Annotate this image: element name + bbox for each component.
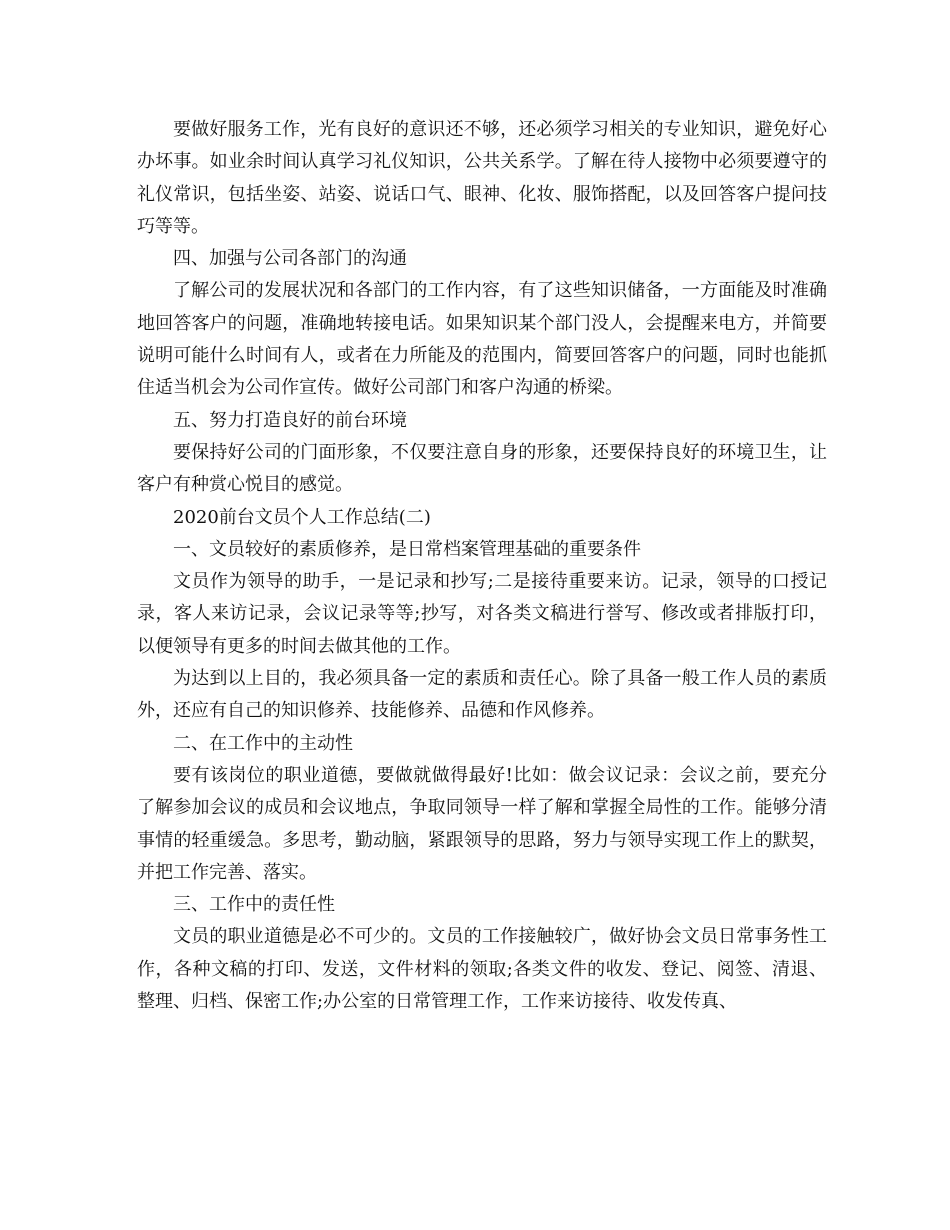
paragraph: 为达到以上目的，我必须具备一定的素质和责任心。除了具备一般工作人员的素质外，还应有自己的知识修养、技能修养、品德和作风修养。 bbox=[137, 668, 827, 722]
paragraph: 要有该岗位的职业道德，要做就做得最好!比如：做会议记录：会议之前，要充分了解参加会议的成员和会议地点，争取同领导一样了解和掌握全局性的工作。能够分清事情的轻重缓急。多思考，勤动脑，紧跟领导的思路，努力与领导实现工作上的默契，并把工作完善、落实。 bbox=[137, 764, 827, 883]
section-heading: 四、加强与公司各部门的沟通 bbox=[173, 248, 407, 270]
section-heading: 一、文员较好的素质修养，是日常档案管理基础的重要条件 bbox=[173, 538, 641, 560]
paragraph: 要保持好公司的门面形象，不仅要注意自身的形象，还要保持良好的环境卫生，让客户有种赏心悦目的感觉。 bbox=[137, 441, 827, 496]
document-subtitle: 2020前台文员个人工作总结(二) bbox=[173, 506, 431, 528]
document-body bbox=[137, 114, 827, 1018]
paragraph: 文员作为领导的助手，一是记录和抄写;二是接待重要来访。记录，领导的口授记录，客人来访记录，会议记录等等;抄写，对各类文稿进行誉写、修改或者排版打印，以便领导有更多的时间去做其他的工作。 bbox=[137, 571, 827, 657]
paragraph: 了解公司的发展状况和各部门的工作内容，有了这些知识储备，一方面能及时准确地回答客户的问题，准确地转接电话。如果知识某个部门没人，会提醒来电方，并简要说明可能什么时间有人，或者在力所能及的范围内，简要回答客户的问题，同时也能抓住适当机会为公司作宣传。做好公司部门和客户沟通的桥梁。 bbox=[137, 280, 827, 399]
section-heading: 三、工作中的责任性 bbox=[173, 894, 335, 916]
section-heading: 五、努力打造良好的前台环境 bbox=[173, 409, 407, 431]
paragraph: 文员的职业道德是必不可少的。文员的工作接触较广，做好协会文员日常事务性工作，各种文稿的打印、发送，文件材料的领取;各类文件的收发、登记、阅签、清退、整理、归档、保密工作;办公室的日常管理工作，工作来访接待、收发传真、 bbox=[137, 926, 827, 1013]
section-heading: 二、在工作中的主动性 bbox=[173, 732, 353, 754]
paragraph: 要做好服务工作，光有良好的意识还不够，还必须学习相关的专业知识，避免好心办坏事。如业余时间认真学习礼仪知识，公共关系学。了解在待人接物中必须要遵守的礼仪常识，包括坐姿、站姿、说话口气、眼神、化妆、服饰搭配，以及回答客户提问技巧等等。 bbox=[137, 119, 827, 237]
